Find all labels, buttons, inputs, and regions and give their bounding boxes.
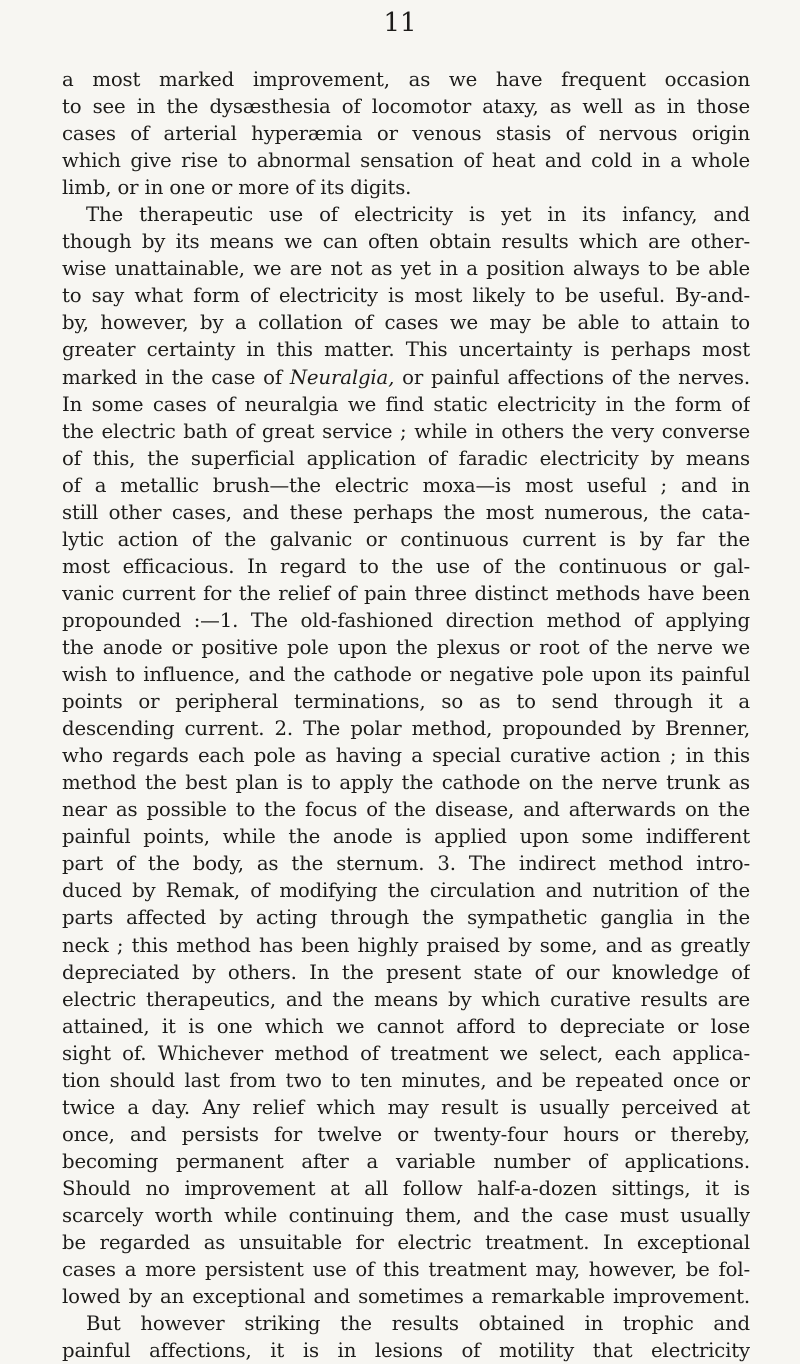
text-line: the electric bath of great service ; while in others the very converse	[62, 419, 750, 443]
text-line: of a metallic brush—the electric moxa—is most useful ; and in	[62, 473, 750, 497]
text-line: to see in the dysæsthesia of locomotor ataxy, as well as in those	[62, 95, 750, 119]
text-line: But however striking the results obtained in trophic and	[86, 1312, 750, 1336]
text-line: the anode or positive pole upon the plexus or root of the nerve we	[62, 635, 750, 659]
text-line: propounded :—1. The old-fashioned direction method of applying	[62, 608, 750, 632]
text-line: In some cases of neuralgia we find static electricity in the form of	[62, 392, 750, 416]
text-fragment: marked in the case of	[62, 365, 290, 389]
text-line: tion should last from two to ten minutes, and be repeated once or	[62, 1068, 750, 1092]
italic-term: Neuralgia,	[289, 365, 395, 389]
text-line: of this, the superficial application of faradic electricity by means	[62, 446, 750, 470]
text-line: near as possible to the focus of the disease, and afterwards on the	[62, 798, 750, 822]
text-line: Should no improvement at all follow half-a-dozen sittings, it is	[62, 1176, 750, 1200]
text-line: part of the body, as the sternum. 3. The indirect method intro-	[62, 852, 750, 876]
text-line: be regarded as unsuitable for electric treatment. In exceptional	[62, 1231, 750, 1255]
text-line: lytic action of the galvanic or continuous current is by far the	[62, 527, 750, 551]
text-line: painful affections, it is in lesions of motility that electricity	[62, 1339, 750, 1363]
text-line	[62, 364, 750, 391]
text-fragment: or painful affections of the nerves.	[394, 365, 750, 389]
text-line: a most marked improvement, as we have frequent occasion	[62, 68, 750, 91]
text-line: greater certainty in this matter. This uncertainty is perhaps most	[62, 338, 750, 362]
body-text	[62, 66, 750, 1364]
text-line: painful points, while the anode is applied upon some indifferent	[62, 825, 750, 849]
text-line: which give rise to abnormal sensation of heat and cold in a whole	[62, 149, 750, 173]
text-line: descending current. 2. The polar method, propounded by Brenner,	[62, 717, 750, 741]
text-line: by, however, by a collation of cases we may be able to attain to	[62, 311, 750, 335]
text-line: cases of arterial hyperæmia or venous stasis of nervous origin	[62, 122, 750, 146]
text-line: electric therapeutics, and the means by which curative results are	[62, 987, 750, 1011]
page-number: 11	[383, 8, 417, 38]
text-line: lowed by an exceptional and sometimes a remarkable improvement.	[62, 1285, 750, 1309]
text-line: twice a day. Any relief which may result is usually perceived at	[62, 1095, 750, 1119]
text-line: duced by Remak, of modifying the circulation and nutrition of the	[62, 879, 750, 903]
text-line: wish to influence, and the cathode or negative pole upon its painful	[62, 663, 750, 687]
text-line: scarcely worth while continuing them, and the case must usually	[62, 1203, 750, 1227]
text-line: still other cases, and these perhaps the most numerous, the cata-	[62, 500, 750, 524]
text-line: neck ; this method has been highly praised by some, and as greatly	[62, 933, 750, 957]
text-line: points or peripheral terminations, so as to send through it a	[62, 690, 750, 714]
text-line: The therapeutic use of electricity is yet in its infancy, and	[86, 203, 750, 227]
text-line: cases a more persistent use of this treatment may, however, be fol-	[62, 1258, 750, 1282]
text-line: most efficacious. In regard to the use of the continuous or gal-	[62, 554, 750, 578]
text-line: vanic current for the relief of pain three distinct methods have been	[62, 581, 750, 605]
text-line: method the best plan is to apply the cathode on the nerve trunk as	[62, 771, 750, 795]
text-line: attained, it is one which we cannot afford to depreciate or lose	[62, 1014, 750, 1038]
text-line: wise unattainable, we are not as yet in a position always to be able	[62, 257, 750, 281]
text-line: to say what form of electricity is most likely to be useful. By-and-	[62, 284, 750, 308]
text-line: depreciated by others. In the present state of our knowledge of	[62, 960, 750, 984]
text-line: limb, or in one or more of its digits.	[62, 176, 412, 200]
text-line: sight of. Whichever method of treatment we select, each applica-	[62, 1041, 750, 1065]
text-line: parts affected by acting through the sympathetic ganglia in the	[62, 906, 750, 930]
text-line: becoming permanent after a variable number of applications.	[62, 1149, 750, 1173]
text-line: who regards each pole as having a special curative action ; in this	[62, 744, 750, 768]
text-line: once, and persists for twelve or twenty-four hours or thereby,	[62, 1122, 750, 1146]
text-line: though by its means we can often obtain results which are other-	[62, 230, 750, 254]
